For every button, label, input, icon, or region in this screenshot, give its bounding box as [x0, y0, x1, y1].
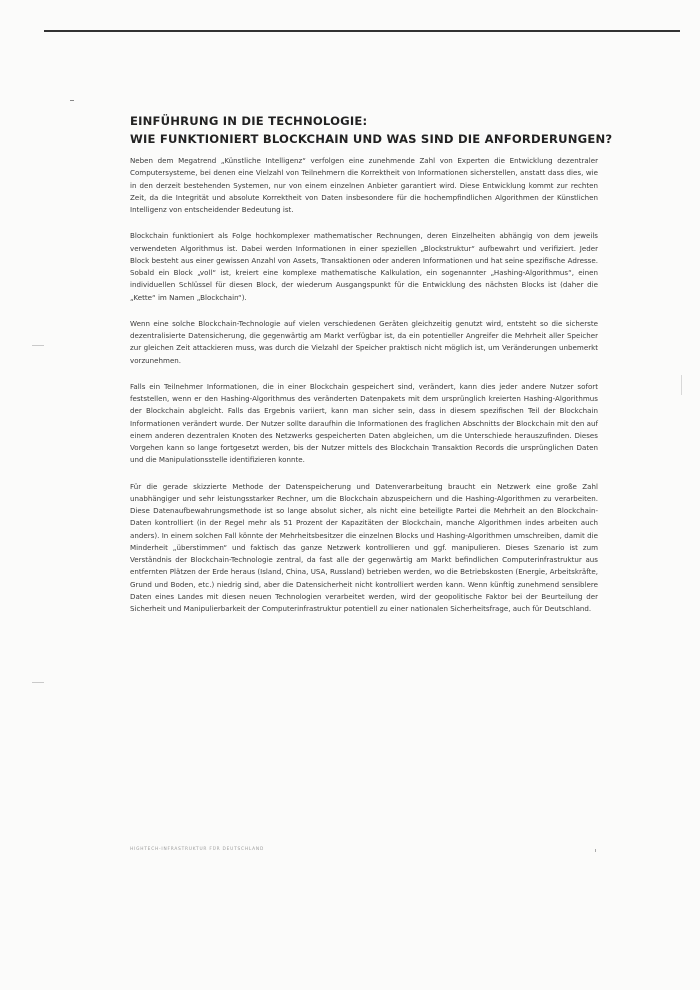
- scan-mark: [70, 100, 74, 101]
- body-text: [130, 155, 598, 629]
- header-rule: [44, 30, 680, 32]
- title-line-2: WIE FUNKTIONIERT BLOCKCHAIN UND WAS SIND DIE ANFORDERUNGEN?: [130, 132, 613, 146]
- scan-mark: [32, 682, 44, 683]
- scan-mark: [595, 849, 596, 852]
- paragraph-manipulation-detection: Falls ein Teilnehmer Informationen, die in einer Blockchain gespeichert sind, verändert, kann dies jeder andere Nutzer sofort feststellen, wenn er den Hashing-Algorithmus des veränderten Datenpakets mit dem ursprünglich kreierten Hashing-Algorithmus der Blockchain abgleicht. Falls das Ergebnis variiert, kann man sicher sein, dass in diesem spezifischen Teil der Blockchain Informationen verändert wurde. Der Nutzer sollte daraufhin die Informationen des fraglichen Abschnitts der Blockchain mit den auf einem anderen dezentralen Knoten des Netzwerks gespeicherten Daten abgleichen, um die Unterschiede herauszufinden. Dieses Vorgehen kann so lange fortgesetzt werden, bis der Nutzer mittels des Blockchain Transaktion Records die ursprünglichen Daten und die Manipulationsstelle identifizieren konnte.: [130, 381, 598, 465]
- scan-mark: [681, 375, 682, 395]
- paragraph-intro: Neben dem Megatrend „Künstliche Intelligenz“ verfolgen eine zunehmende Zahl von Experten die Entwicklung dezentraler Computersysteme, bei denen eine Vielzahl von Teilnehmern die Korrektheit von Informationen sicherstellen, anstatt dass dies, wie in den derzeit bestehenden Systemen, nur von einem einzelnen Anbieter garantiert wird. Diese Entwicklung kommt zur rechten Zeit, da die Integrität und absolute Korrektheit von Daten insbesondere für die hochempfindlichen Algorithmen der Künstlichen Intelligenz von entscheidender Bedeutung ist.: [130, 156, 598, 214]
- page-title: [130, 112, 613, 148]
- page-footer: HIGHTECH-INFRASTRUKTUR FÜR DEUTSCHLAND: [130, 847, 265, 852]
- paragraph-majority-risk: Für die gerade skizzierte Methode der Datenspeicherung und Datenverarbeitung braucht ein Netzwerk eine große Zahl unabhängiger und sehr leistungsstarker Rechner, um die Blockchain abzuspeichern und die Hashing-Algorithmen zu verarbeiten. Diese Datenaufbewahrungsmethode ist so lange absolut sicher, als nicht eine beteiligte Partei die Mehrheit an den Blockchain-Daten kontrolliert (in der Regel mehr als 51 Prozent der Kapazitäten der Blockchain, manche Algorithmen indes arbeiten auch anders). In einem solchen Fall könnte der Mehrheitsbesitzer die einzelnen Blocks und Hashing-Algorithmen umschreiben, damit die Minderheit „überstimmen“ und faktisch das ganze Netzwerk kontrollieren und ggf. manipulieren. Dieses Szenario ist zum Verständnis der Blockchain-Technologie zentral, da fast alle der gegenwärtig am Markt befindlichen Computerinfrastruktur aus entfernten Plätzen der Erde heraus (Island, China, USA, Russland) betrieben werden, wo die Betriebskosten (Energie, Arbeitskräfte, Grund und Boden, etc.) niedrig sind, aber die Datensicherheit nicht kontrolliert werden kann. Wenn künftig zunehmend sensiblere Daten eines Landes mit diesen neuen Technologien verarbeitet werden, wird der geopolitische Faktor bei der Beurteilung der Sicherheit und Manipulierbarkeit der Computerinfrastruktur potentiell zu einer nationalen Sicherheitsfrage, auch für Deutschland.: [130, 481, 598, 613]
- paragraph-decentralized-security: Wenn eine solche Blockchain-Technologie auf vielen verschiedenen Geräten gleichzeitig genutzt wird, entsteht so die sicherste dezentralisierte Datensicherung, die gegenwärtig am Markt verfügbar ist, da ein potentieller Angreifer die Mehrheit aller Speicher zur gleichen Zeit attackieren muss, was durch die Vielzahl der Speicher praktisch nicht möglich ist, um Veränderungen unbemerkt vorzunehmen.: [130, 318, 598, 365]
- scan-mark: [32, 345, 44, 346]
- paragraph-blockchain-function: Blockchain funktioniert als Folge hochkomplexer mathematischer Rechnungen, deren Einzelheiten abhängig von dem jeweils verwendeten Algorithmus ist. Dabei werden Informationen in einer speziellen „Blockstruktur“ aufbewahrt und verifiziert. Jeder Block besteht aus einer gewissen Anzahl von Assets, Transaktionen oder anderen Informationen und hat seine spezifische Adresse. Sobald ein Block „voll“ ist, kreiert eine komplexe mathematische Kalkulation, ein sogenannter „Hashing-Algorithmus“, einen individuellen Schlüssel für diesen Block, der wiederum Ausgangspunkt für die Entwicklung des nächsten Blocks ist (daher die „Kette“ im Namen „Blockchain“).: [130, 231, 598, 302]
- title-line-1: EINFÜHRUNG IN DIE TECHNOLOGIE:: [130, 114, 368, 128]
